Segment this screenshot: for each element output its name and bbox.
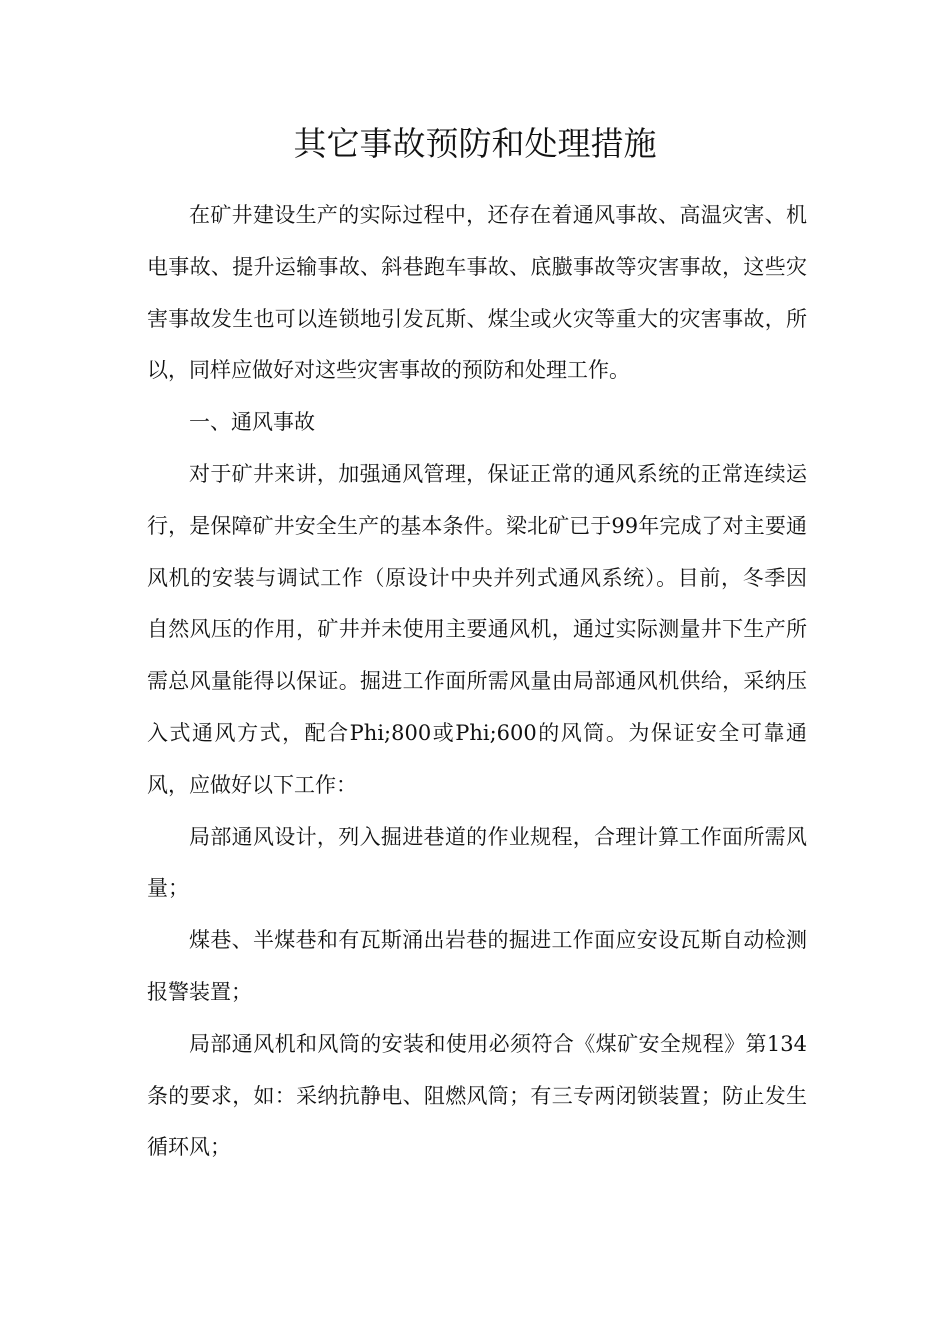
- paragraph-fan-installation: 局部通风机和风筒的安装和使用必须符合《煤矿安全规程》第134条的要求，如：采纳抗静电、阻燃风筒；有三专两闭锁装置；防止发生循环风；: [147, 1031, 807, 1160]
- section-heading-ventilation: 一、通风事故: [189, 410, 315, 435]
- paragraph-local-ventilation-design: 局部通风设计，列入掘进巷道的作业规程，合理计算工作面所需风量；: [147, 824, 807, 901]
- paragraph-intro: 在矿井建设生产的实际过程中，还存在着通风事故、高温灾害、机电事故、提升运输事故、斜巷跑车事故、底臌事故等灾害事故，这些灾害事故发生也可以连锁地引发瓦斯、煤尘或火灾等重大的灾害事故，所以，同样应做好对这些灾害事故的预防和处理工作。: [147, 203, 807, 383]
- document-title: 其它事故预防和处理措施: [293, 124, 657, 163]
- paragraph-ventilation: 对于矿井来讲，加强通风管理，保证正常的通风系统的正常连续运行，是保障矿井安全生产的基本条件。梁北矿已于99年完成了对主要通风机的安装与调试工作（原设计中央并列式通风系统）。目前，冬季因自然风压的作用，矿井并未使用主要通风机，通过实际测量井下生产所需总风量能得以保证。掘进工作面所需风量由局部通风机供给，采纳压入式通风方式，配合Phi;800或Phi;600的风筒。为保证安全可靠通风，应做好以下工作：: [147, 461, 807, 797]
- document-body: [147, 190, 807, 1174]
- paragraph-gas-alarm: 煤巷、半煤巷和有瓦斯涌出岩巷的掘进工作面应安设瓦斯自动检测报警装置；: [147, 928, 807, 1004]
